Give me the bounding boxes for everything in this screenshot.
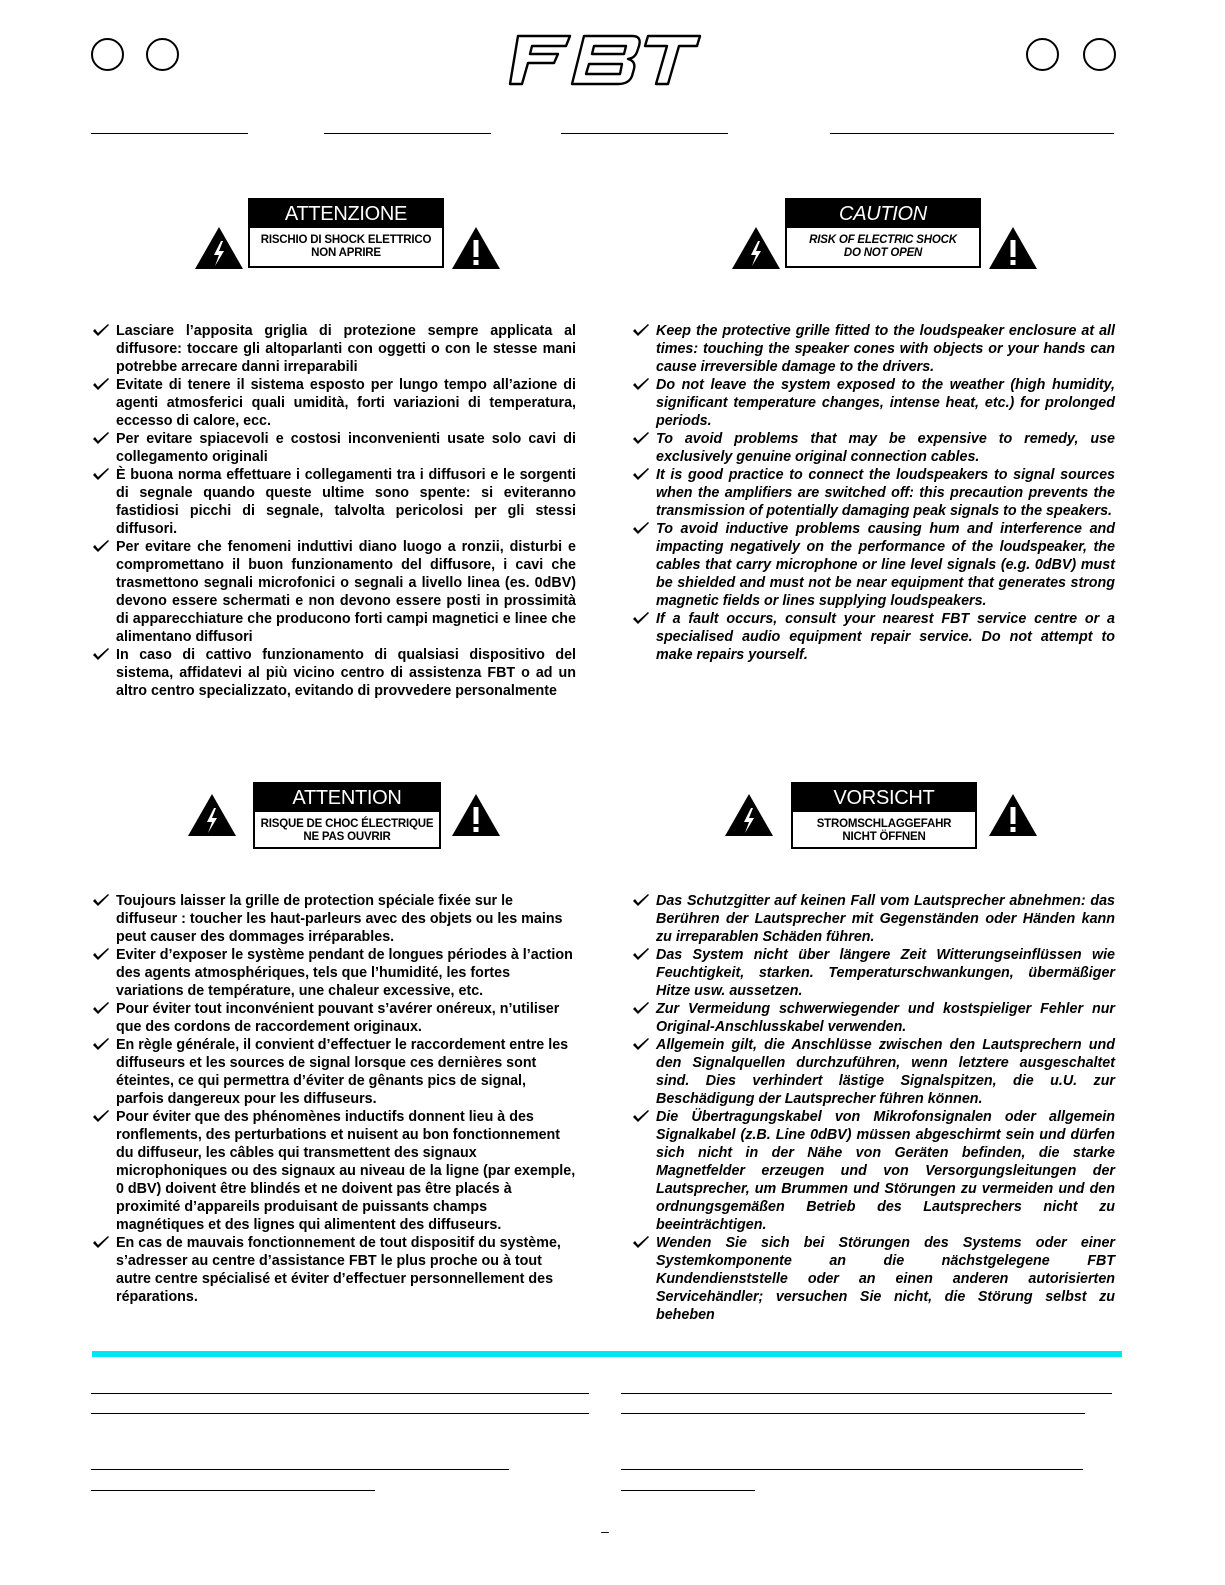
check-icon xyxy=(632,1002,650,1016)
exclamation-hazard-icon xyxy=(451,793,501,837)
electric-hazard-icon xyxy=(187,793,237,837)
warning-line-2: DO NOT OPEN xyxy=(843,247,923,259)
list-item: To avoid problems that may be expensive to remedy, use exclusively genuine original connection cables. xyxy=(632,430,1115,466)
check-icon xyxy=(92,378,110,392)
list-item: In caso di cattivo funzionamento di qualsiasi dispositivo del sistema, affidatevi al più vicino centro di assistenza FBT o ad un altro centro specializzato, evitando di provvedere personalmente xyxy=(92,646,576,700)
check-icon xyxy=(92,540,110,554)
check-icon xyxy=(92,324,110,338)
list-item: Toujours laisser la grille de protection spéciale fixée sur le diffuseur : toucher les haut-parleurs avec des objets ou les mains peut causer des dommages irréparables. xyxy=(92,892,576,946)
footer-rule xyxy=(621,1469,1083,1470)
check-icon xyxy=(632,1236,650,1250)
header-rule-2 xyxy=(324,133,491,134)
check-icon xyxy=(92,1038,110,1052)
footer-rule xyxy=(621,1413,1085,1414)
warning-title: VORSICHT xyxy=(793,784,975,812)
warning-label-de xyxy=(791,782,977,849)
accent-bar xyxy=(92,1351,1122,1357)
warning-title: ATTENZIONE xyxy=(250,200,442,228)
check-icon xyxy=(632,468,650,482)
list-item: Per evitare spiacevoli e costosi inconvenienti usate solo cavi di collegamento originali xyxy=(92,430,576,466)
electric-hazard-icon xyxy=(724,793,774,837)
check-icon xyxy=(632,324,650,338)
safety-list-de xyxy=(632,892,1115,1324)
check-icon xyxy=(92,1110,110,1124)
safety-list-en xyxy=(632,322,1115,664)
list-item: Das Schutzgitter auf keinen Fall vom Lautsprecher abnehmen: das Berühren der Lautsprecher mit Gegenständen oder Händen kann zu irreparablen Schäden führen. xyxy=(632,892,1115,946)
warning-line-1: RISQUE DE CHOC ÉLECTRIQUE xyxy=(260,818,434,830)
warning-label-fr xyxy=(253,782,441,849)
warning-line-1: RISCHIO DI SHOCK ELETTRICO xyxy=(260,234,432,246)
check-icon xyxy=(632,948,650,962)
electric-hazard-icon xyxy=(731,226,781,270)
list-item: Pour éviter que des phénomènes inductifs donnent lieu à des ronflements, des perturbations et nuisent au bon fonctionnement du diffuseur, les câbles qui transmettent des signaux microphoniques ou des signaux au niveau de la ligne (par exemple, 0 dBV) doivent être blindés et ne doivent pas être placés à proximité d’appareils produisant de puissants champs magnétiques et des lignes qui alimentent des diffuseurs. xyxy=(92,1108,576,1234)
warning-line-1: RISK OF ELECTRIC SHOCK xyxy=(809,234,957,246)
check-icon xyxy=(92,468,110,482)
list-item: Per evitare che fenomeni induttivi diano luogo a ronzii, disturbi e compromettano il buon funzionamento del diffusore, i cavi che trasmettono segnali microfonici o segnali a livello linea (es. 0dBV) devono essere schermati e non devono essere posti in prossimità di apparecchiature che producono forti campi magnetici e linee che alimentano diffusori xyxy=(92,538,576,646)
warning-line-2: NON APRIRE xyxy=(311,247,381,259)
footer-rule xyxy=(91,1490,375,1491)
list-item: Do not leave the system exposed to the weather (high humidity, significant temperature changes, intense heat, etc.) for prolonged periods. xyxy=(632,376,1115,430)
check-icon xyxy=(92,948,110,962)
check-icon xyxy=(92,432,110,446)
list-item: Die Übertragungskabel von Mikrofonsignalen oder allgemein Signalkabel (z.B. Line 0dBV) müssen abgeschirmt sein und dürfen sich nicht in der Nähe von Geräten befinden, die starke Magnetfelder erzeugen und von Versorgungsleitungen der Lautsprecher, um Brummen und Störungen zu vermeiden und den ordnungsgemäßen Betrieb des Lautsprechers nicht zu beeinträchtigen. xyxy=(632,1108,1115,1234)
list-item: If a fault occurs, consult your nearest FBT service centre or a specialised audio equipment repair service. Do not attempt to make repairs yourself. xyxy=(632,610,1115,664)
list-item: En règle générale, il convient d’effectuer le raccordement entre les diffuseurs et les sources de signal lorsque ces dernières sont éteintes, ce qui permettra d’éviter de gênants pics de signal, parfois dangereux pour les diffuseurs. xyxy=(92,1036,576,1108)
check-icon xyxy=(92,1236,110,1250)
list-item: To avoid inductive problems causing hum and interference and impacting negatively on the performance of the loudspeaker, the cables that carry microphone or line level signals (e.g. 0dBV) must be shielded and must not be near equipment that generates strong magnetic fields or lines supplying loudspeakers. xyxy=(632,520,1115,610)
check-icon xyxy=(632,522,650,536)
fbt-logo xyxy=(508,32,702,88)
check-icon xyxy=(92,648,110,662)
page-mark: – xyxy=(601,1523,609,1539)
warning-line-2: NE PAS OUVRIR xyxy=(303,831,391,843)
warning-title: ATTENTION xyxy=(255,784,439,812)
exclamation-hazard-icon xyxy=(988,793,1038,837)
check-icon xyxy=(92,894,110,908)
check-icon xyxy=(632,894,650,908)
list-item: Zur Vermeidung schwerwiegender und kostspieliger Fehler nur Original-Anschlusskabel verwenden. xyxy=(632,1000,1115,1036)
safety-list-fr xyxy=(92,892,576,1306)
footer-rule xyxy=(621,1490,755,1491)
list-item: Allgemein gilt, die Anschlüsse zwischen den Lautsprechern und den Signalquellen durchzuführen, wenn letztere ausgeschaltet sind. Dies verhindert lästige Signalspitzen, die u.U. zur Beschädigung der Lautsprecher führen können. xyxy=(632,1036,1115,1108)
check-icon xyxy=(632,612,650,626)
warning-label-en xyxy=(785,198,981,268)
warning-title: CAUTION xyxy=(787,200,979,228)
circle-mark-left-1 xyxy=(91,38,124,71)
circle-mark-right-2 xyxy=(1083,38,1116,71)
warning-line-1: STROMSCHLAGGEFAHR xyxy=(816,818,952,830)
electric-hazard-icon xyxy=(194,226,244,270)
header-rule-1 xyxy=(91,133,248,134)
warning-line-2: NICHT ÖFFNEN xyxy=(842,831,926,843)
list-item: Evitate di tenere il sistema esposto per lungo tempo all’azione di agenti atmosferici quali umidità, forti variazioni di temperatura, eccesso di calore, ecc. xyxy=(92,376,576,430)
check-icon xyxy=(632,1110,650,1124)
list-item: È buona norma effettuare i collegamenti tra i diffusori e le sorgenti di segnale quando queste ultime sono spente: si eviteranno fastidiosi picchi di segnale, talvolta pericolosi per gli stessi diffusori. xyxy=(92,466,576,538)
exclamation-hazard-icon xyxy=(451,226,501,270)
footer-rule xyxy=(91,1393,589,1394)
exclamation-hazard-icon xyxy=(988,226,1038,270)
check-icon xyxy=(632,378,650,392)
footer-rule xyxy=(621,1393,1112,1394)
list-item: Das System nicht über längere Zeit Witterungseinflüssen wie Feuchtigkeit, starken. Temperaturschwankungen, übermäßiger Hitze usw. aussetzen. xyxy=(632,946,1115,1000)
header-rule-3 xyxy=(561,133,728,134)
check-icon xyxy=(92,1002,110,1016)
check-icon xyxy=(632,1038,650,1052)
header-rule-4 xyxy=(830,133,1114,134)
circle-mark-left-2 xyxy=(146,38,179,71)
list-item: Lasciare l’apposita griglia di protezione sempre applicata al diffusore: toccare gli altoparlanti con oggetti o con le stesse mani potrebbe arrecare danni irreparabili xyxy=(92,322,576,376)
list-item: En cas de mauvais fonctionnement de tout dispositif du système, s’adresser au centre d’assistance FBT le plus proche ou à tout autre centre spécialisé et éviter d’effectuer personnellement des réparations. xyxy=(92,1234,576,1306)
list-item: Pour éviter tout inconvénient pouvant s’avérer onéreux, n’utiliser que des cordons de raccordement originaux. xyxy=(92,1000,576,1036)
list-item: Eviter d’exposer le système pendant de longues périodes à l’action des agents atmosphériques, tels que l’humidité, les fortes variations de température, une chaleur excessive, etc. xyxy=(92,946,576,1000)
list-item: It is good practice to connect the loudspeakers to signal sources when the amplifiers are switched off: this precaution prevents the transmission of potentially damaging peak signals to the speakers. xyxy=(632,466,1115,520)
list-item: Keep the protective grille fitted to the loudspeaker enclosure at all times: touching the speaker cones with objects or your hands can cause irreversible damage to the drivers. xyxy=(632,322,1115,376)
footer-rule xyxy=(91,1469,509,1470)
warning-label-it xyxy=(248,198,444,268)
safety-list-it xyxy=(92,322,576,700)
check-icon xyxy=(632,432,650,446)
footer-rule xyxy=(91,1413,589,1414)
list-item: Wenden Sie sich bei Störungen des Systems oder einer Systemkomponente an die nächstgelegene FBT Kundendienststelle oder an einen anderen autorisierten Servicehändler; versuchen Sie nicht, die Störung selbst zu beheben xyxy=(632,1234,1115,1324)
circle-mark-right-1 xyxy=(1026,38,1059,71)
